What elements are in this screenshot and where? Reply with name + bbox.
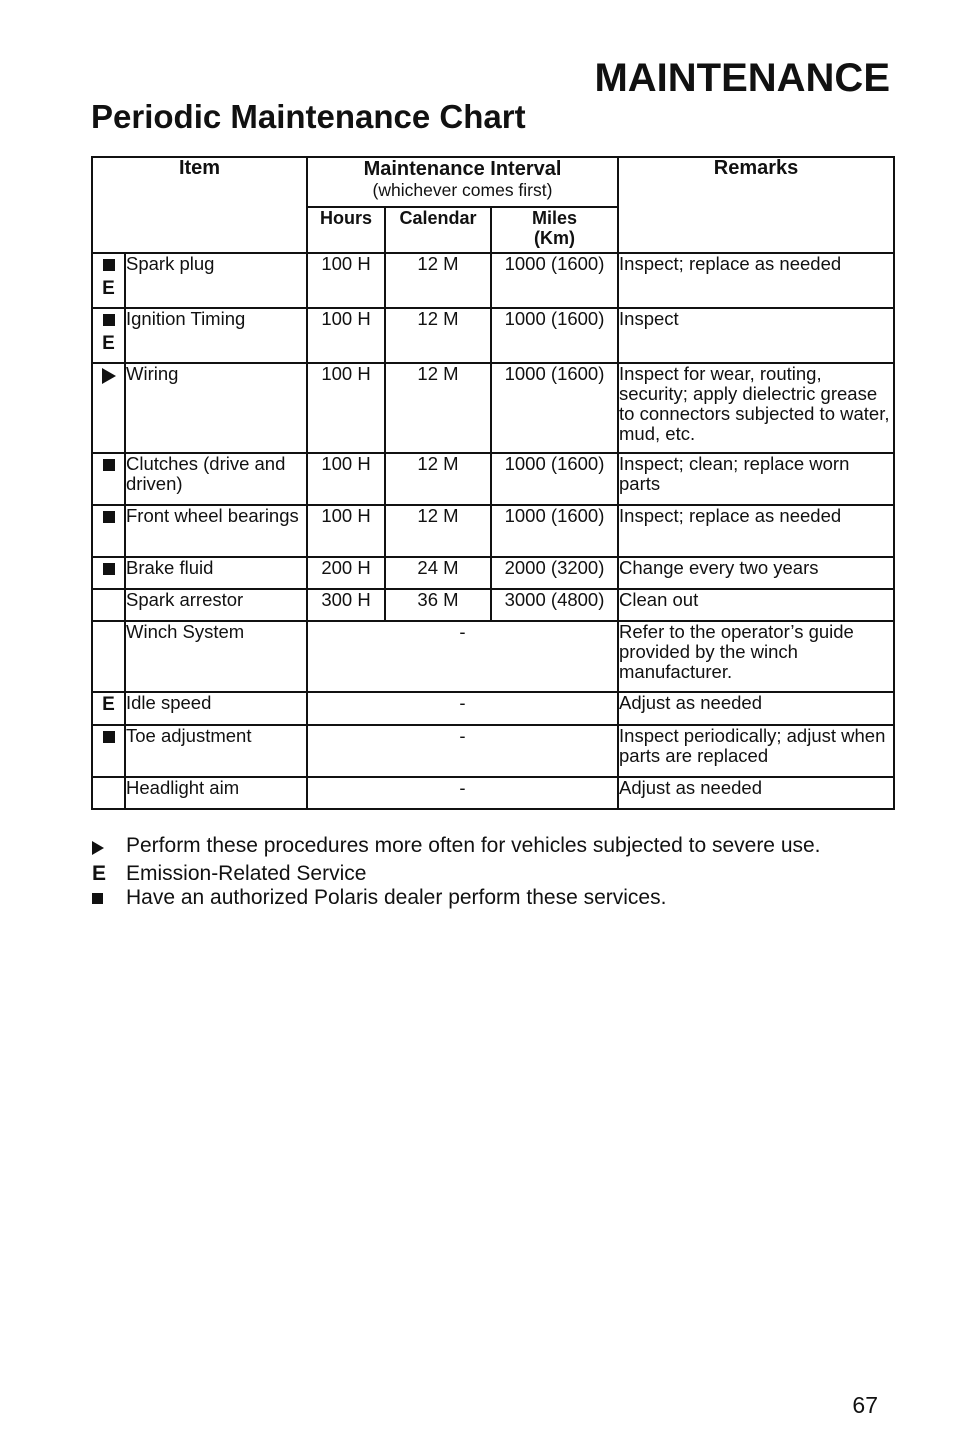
calendar-cell: 36 M (385, 589, 491, 621)
remarks-cell: Change every two years (618, 557, 894, 589)
item-cell: Toe adjustment (125, 725, 307, 777)
emission-symbol: E (102, 694, 115, 715)
maintenance-chart-table (91, 156, 895, 810)
table-row (92, 253, 894, 308)
emission-symbol: E (92, 861, 107, 885)
miles-cell: 1000 (1600) (491, 453, 618, 505)
miles-cell: 2000 (3200) (491, 557, 618, 589)
item-cell: Idle speed (125, 692, 307, 725)
row-symbols (92, 777, 125, 809)
miles-label: Miles (531, 208, 578, 228)
dealer-service-icon (103, 259, 115, 271)
hours-cell: 200 H (307, 557, 385, 589)
table-row (92, 692, 894, 725)
col-header-interval (307, 157, 618, 207)
emission-symbol: E (102, 278, 115, 299)
calendar-cell: 24 M (385, 557, 491, 589)
hours-cell: 100 H (307, 308, 385, 363)
interval-note: (whichever comes first) (372, 180, 553, 200)
row-symbols (92, 308, 125, 363)
item-cell: Spark plug (125, 253, 307, 308)
hours-cell: 300 H (307, 589, 385, 621)
section-title: MAINTENANCE (594, 56, 890, 100)
dealer-service-icon (103, 459, 115, 471)
row-symbols (92, 725, 125, 777)
miles-cell: 1000 (1600) (491, 308, 618, 363)
severe-use-icon (102, 368, 116, 384)
item-cell: Headlight aim (125, 777, 307, 809)
hours-cell: 100 H (307, 253, 385, 308)
legend-text: Have an authorized Polaris dealer perform these services. (126, 886, 667, 909)
remarks-cell: Inspect; replace as needed (618, 505, 894, 557)
table-row (92, 308, 894, 363)
dealer-service-icon (103, 314, 115, 326)
item-cell: Front wheel bearings (125, 505, 307, 557)
item-cell: Spark arrestor (125, 589, 307, 621)
row-symbols (92, 505, 125, 557)
calendar-cell: 12 M (385, 505, 491, 557)
row-symbols (92, 253, 125, 308)
remarks-cell: Inspect periodically; adjust when parts are replaced (618, 725, 894, 777)
remarks-cell: Inspect; clean; replace worn parts (618, 453, 894, 505)
row-symbols (92, 363, 125, 453)
legend (91, 834, 911, 911)
legend-item-emission (91, 862, 911, 887)
table-row (92, 363, 894, 453)
table-row (92, 589, 894, 621)
emission-symbol: E (102, 333, 115, 354)
dealer-service-icon (92, 893, 103, 904)
hours-cell: 100 H (307, 363, 385, 453)
legend-item-severe-use (91, 834, 911, 862)
remarks-cell: Inspect; replace as needed (618, 253, 894, 308)
miles-cell: 1000 (1600) (491, 363, 618, 453)
table-row (92, 621, 894, 692)
item-cell: Winch System (125, 621, 307, 692)
calendar-cell: 12 M (385, 253, 491, 308)
interval-cell: - (307, 621, 618, 692)
table-row (92, 453, 894, 505)
table-row (92, 725, 894, 777)
interval-cell: - (307, 725, 618, 777)
page-heading: Periodic Maintenance Chart (91, 98, 526, 135)
col-header-remarks: Remarks (618, 157, 894, 253)
item-cell: Clutches (drive and driven) (125, 453, 307, 505)
calendar-cell: 12 M (385, 453, 491, 505)
col-header-miles (491, 207, 618, 253)
page-number: 67 (852, 1392, 878, 1418)
row-symbols (92, 453, 125, 505)
dealer-service-icon (103, 511, 115, 523)
row-symbols (92, 589, 125, 621)
row-symbols (92, 692, 125, 725)
dealer-service-icon (103, 563, 115, 575)
remarks-cell: Inspect (618, 308, 894, 363)
calendar-cell: 12 M (385, 308, 491, 363)
calendar-cell: 12 M (385, 363, 491, 453)
miles-cell: 3000 (4800) (491, 589, 618, 621)
dealer-service-icon (103, 731, 115, 743)
item-cell: Wiring (125, 363, 307, 453)
interval-cell: - (307, 777, 618, 809)
legend-text: Perform these procedures more often for vehicles subjected to severe use. (126, 834, 821, 857)
row-symbols (92, 557, 125, 589)
legend-item-dealer (91, 886, 911, 911)
remarks-cell: Refer to the operator’s guide provided by the winch manufacturer. (618, 621, 894, 692)
col-header-item: Item (92, 157, 307, 253)
interval-title: Maintenance Interval (363, 158, 562, 180)
item-cell: Ignition Timing (125, 308, 307, 363)
miles-cell: 1000 (1600) (491, 253, 618, 308)
hours-cell: 100 H (307, 505, 385, 557)
severe-use-icon (92, 841, 104, 855)
table-row (92, 557, 894, 589)
col-header-hours: Hours (307, 207, 385, 253)
legend-text: Emission-Related Service (126, 861, 367, 885)
km-label: (Km) (534, 228, 575, 248)
item-cell: Brake fluid (125, 557, 307, 589)
miles-cell: 1000 (1600) (491, 505, 618, 557)
remarks-cell: Adjust as needed (618, 692, 894, 725)
interval-cell: - (307, 692, 618, 725)
table-row (92, 505, 894, 557)
hours-cell: 100 H (307, 453, 385, 505)
table-row (92, 777, 894, 809)
remarks-cell: Inspect for wear, routing, security; apply dielectric grease to connectors subjected to water, mud, etc. (618, 363, 894, 453)
row-symbols (92, 621, 125, 692)
table-header-row (92, 157, 894, 207)
remarks-cell: Clean out (618, 589, 894, 621)
col-header-calendar: Calendar (385, 207, 491, 253)
remarks-cell: Adjust as needed (618, 777, 894, 809)
